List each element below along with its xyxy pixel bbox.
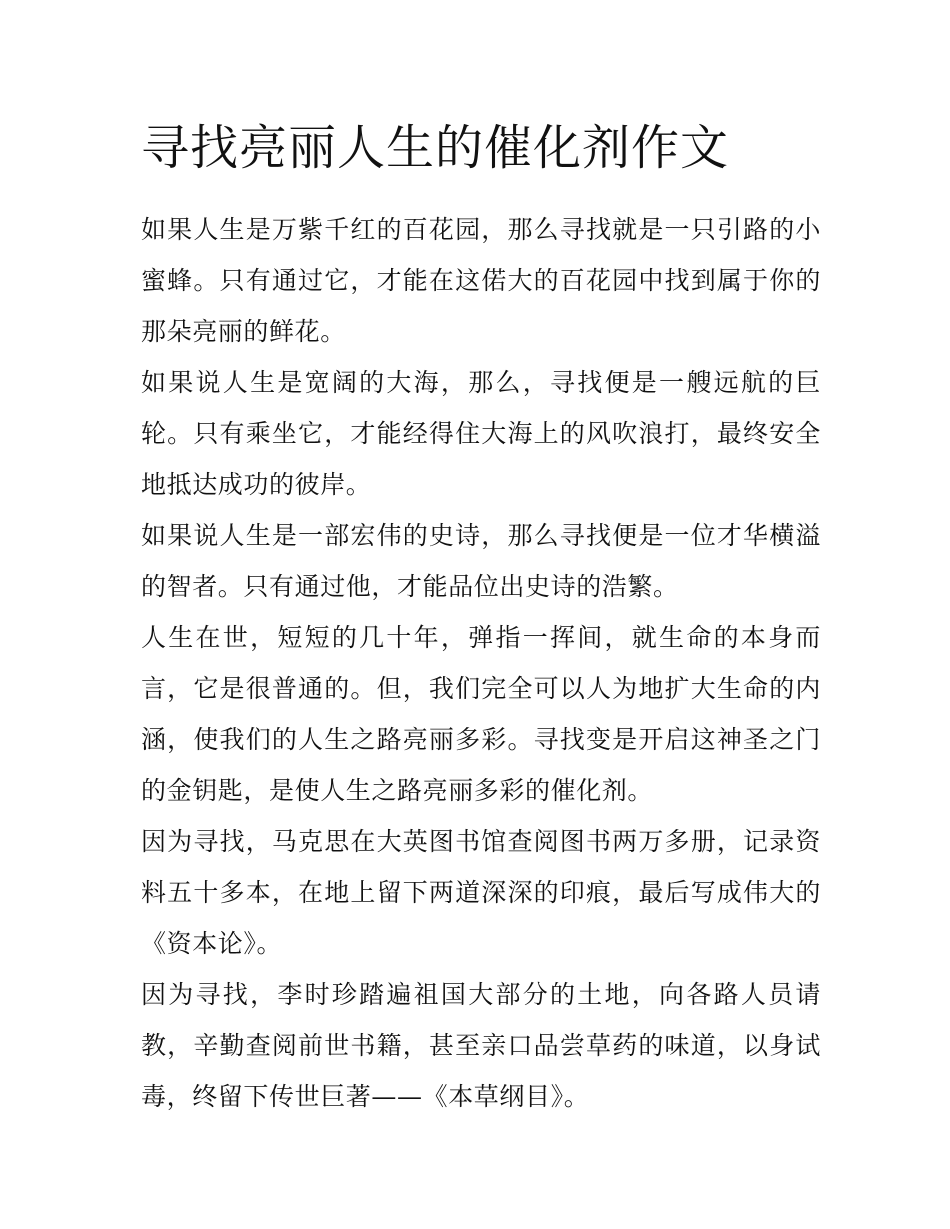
document-page: [141, 112, 821, 1122]
paragraph-4: 人生在世，短短的几十年，弹指一挥间，就生命的本身而言，它是很普通的。但，我们完全可以人为地扩大生命的内涵，使我们的人生之路亮丽多彩。寻找变是开启这神圣之门的金钥匙，是使人生之路亮丽多彩的催化剂。: [141, 623, 821, 805]
paragraph-6: 因为寻找，李时珍踏遍祖国大部分的土地，向各路人员请教，辛勤查阅前世书籍，甚至亲口品尝草药的味道，以身试毒，终留下传世巨著——《本草纲目》。: [141, 980, 821, 1111]
paragraph-5: 因为寻找，马克思在大英图书馆查阅图书两万多册，记录资料五十多本，在地上留下两道深深的印痕，最后写成伟大的《资本论》。: [141, 827, 821, 958]
paragraph-1: 如果人生是万紫千红的百花园，那么寻找就是一只引路的小蜜蜂。只有通过它，才能在这偌大的百花园中找到属于你的那朵亮丽的鲜花。: [141, 215, 821, 346]
page-title: 寻找亮丽人生的催化剂作文: [141, 120, 730, 176]
paragraph-3: 如果说人生是一部宏伟的史诗，那么寻找便是一位才华横溢的智者。只有通过他，才能品位出史诗的浩繁。: [141, 521, 821, 601]
paragraph-2: 如果说人生是宽阔的大海，那么，寻找便是一艘远航的巨轮。只有乘坐它，才能经得住大海上的风吹浪打，最终安全地抵达成功的彼岸。: [141, 368, 821, 499]
